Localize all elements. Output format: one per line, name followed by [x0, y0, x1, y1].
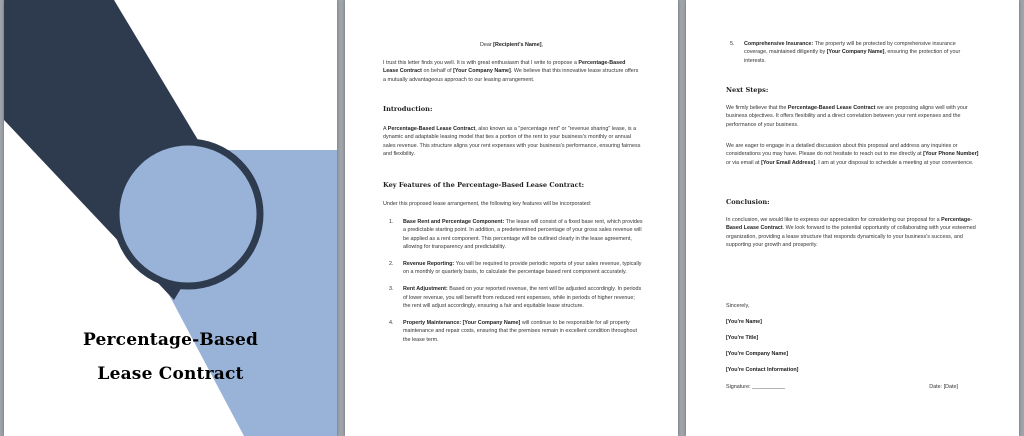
feature-item-5	[730, 40, 980, 65]
cover-title-line-2: Lease Contract	[97, 364, 244, 384]
conclusion-part: . We look forward to the potential opportunity of collaborating with your esteemed organization, providing a lease structure that responds dynamically to your business's success, and supporting your growth and prosperity.	[726, 225, 976, 249]
key-features-lead: Under this proposed lease arrangement, the following key features will be incorporated:	[383, 201, 592, 207]
intro-text: , also known as a "percentage rent" or "revenue sharing" lease, is a dynamic and adaptable leasing model that ties a portion of the rent to your business's monthly or annual sales revenue. This structure aligns your rent expenses with your business's performance, ensuring fairness and flexibility.	[383, 126, 641, 158]
next-text: or via email at	[726, 159, 762, 166]
date-label: Date: [Date]	[929, 384, 958, 390]
contract-name: Percentage-Based Lease Contract	[383, 60, 626, 75]
opening-text: on behalf of	[421, 68, 454, 75]
feature-item	[389, 319, 643, 344]
sender-contact: [You're Contact Information]	[726, 366, 799, 373]
next-text: we are proposing aligns well with your business objectives. It offers flexibility and a direct correlation between your rent expenses and the performance of your business.	[726, 105, 968, 128]
feature-number: 3.	[389, 286, 394, 293]
feature-label: Rent Adjustment:	[403, 286, 448, 293]
sender-title: [You're Title]	[726, 334, 759, 341]
phone-placeholder: [Your Phone Number]	[923, 151, 979, 158]
feature-item	[389, 218, 643, 252]
feature-label: Property Maintenance:	[403, 319, 462, 326]
opening-text: . We believe that this innovative lease structure offers a mutually advantageous approach to our leasing arrangement.	[383, 68, 639, 83]
opening-text: I trust this letter finds you well. It is with great enthusiasm that I write to propose a	[383, 60, 579, 66]
feature-label: Revenue Reporting:	[403, 261, 455, 268]
introduction-text	[383, 125, 641, 159]
next-text: We firmly believe that the	[726, 105, 788, 111]
next-steps-paragraph-1	[726, 104, 984, 129]
closing-block	[726, 302, 984, 382]
feature-number: 5.	[730, 41, 735, 47]
next-steps-paragraph-2	[726, 142, 984, 167]
company-name: [Your Company Name]	[826, 49, 885, 56]
next-text: We are eager to engage in a detailed discussion about this proposal and address any inquiries or considerations you may have. Please do not hesitate to reach out to me directly at	[726, 143, 958, 158]
contract-name: Percentage-Based Lease Contract	[726, 217, 973, 232]
feature-text: You will be required to provide periodic reports of your sales revenue, typically on a monthly or quarterly basis, to calculate the percentage based rent component accurately.	[403, 261, 642, 276]
feature-item	[389, 260, 643, 277]
conclusion-text	[726, 216, 984, 250]
contract-name: Percentage-Based Lease Contract	[787, 105, 876, 111]
company-name: [Your Company Name]	[453, 68, 511, 75]
conclusion-heading: Conclusion:	[726, 198, 770, 206]
contract-name: Percentage-Based Lease Contract	[387, 126, 476, 132]
feature-text: , ensuring the protection of your interests.	[744, 49, 961, 64]
email-placeholder: [Your Email Address]	[761, 159, 816, 166]
feature-number: 2.	[389, 261, 394, 268]
feature-label: Base Rent and Percentage Component:	[403, 219, 505, 225]
cover-title-line-1: Percentage-Based	[82, 330, 259, 350]
letter-page-3	[686, 0, 1019, 436]
signature-row	[726, 383, 958, 391]
cover-circle	[116, 142, 260, 286]
letter-page-2	[345, 0, 678, 436]
feature-item	[389, 285, 643, 310]
conclusion-part: In conclusion, we would like to express our appreciation for considering our proposal for a	[726, 217, 942, 223]
feature-number: 4.	[389, 319, 394, 326]
feature-text: The lease will consist of a fixed base rent, which provides a predictable starting point. In addition, a predetermined percentage of your gross sales revenue will be applied as a rent component. This percentage will be outlined clearly in the lease agreement, allowing for transparency and predictability.	[403, 219, 643, 251]
cover-page	[4, 0, 337, 436]
sender-name: [You're Name]	[726, 318, 762, 325]
feature-text: Based on your reported revenue, the rent will be adjusted accordingly. In periods of lower revenue, you will benefit from reduced rent expenses, while in periods of higher revenue; the rent will adjust accordingly, ensuring a fair and equitable lease structure.	[403, 286, 642, 310]
feature-text: The property will be protected by comprehensive insurance coverage, maintained diligently by	[744, 41, 956, 56]
intro-text: A	[383, 126, 388, 132]
feature-text: will continue to be responsible for all property maintenance and repair costs, ensuring that the premises remain in excellent condition throughout the lease term.	[403, 319, 638, 343]
salutation-pre: Dear	[479, 42, 494, 48]
key-features-list	[389, 218, 643, 344]
key-features-heading: Key Features of the Percentage-Based Lease Contract:	[383, 181, 585, 189]
company-name: [Your Company Name]	[462, 319, 521, 326]
sincerely: Sincerely,	[726, 303, 750, 309]
sender-company: [You're Company Name]	[726, 350, 788, 357]
feature-label: Comprehensive Insurance:	[744, 41, 814, 47]
next-steps-heading: Next Steps:	[726, 86, 769, 94]
salutation	[345, 41, 678, 49]
opening-paragraph	[383, 59, 641, 84]
recipient-name: [Recipient's Name]	[493, 42, 542, 48]
signature-label: Signature: ___________	[726, 384, 786, 390]
feature-number: 1.	[389, 219, 394, 225]
next-text: . I am at your disposal to schedule a meeting at your convenience.	[815, 159, 974, 166]
salutation-post: ,	[541, 42, 543, 48]
introduction-heading: Introduction:	[383, 105, 433, 113]
